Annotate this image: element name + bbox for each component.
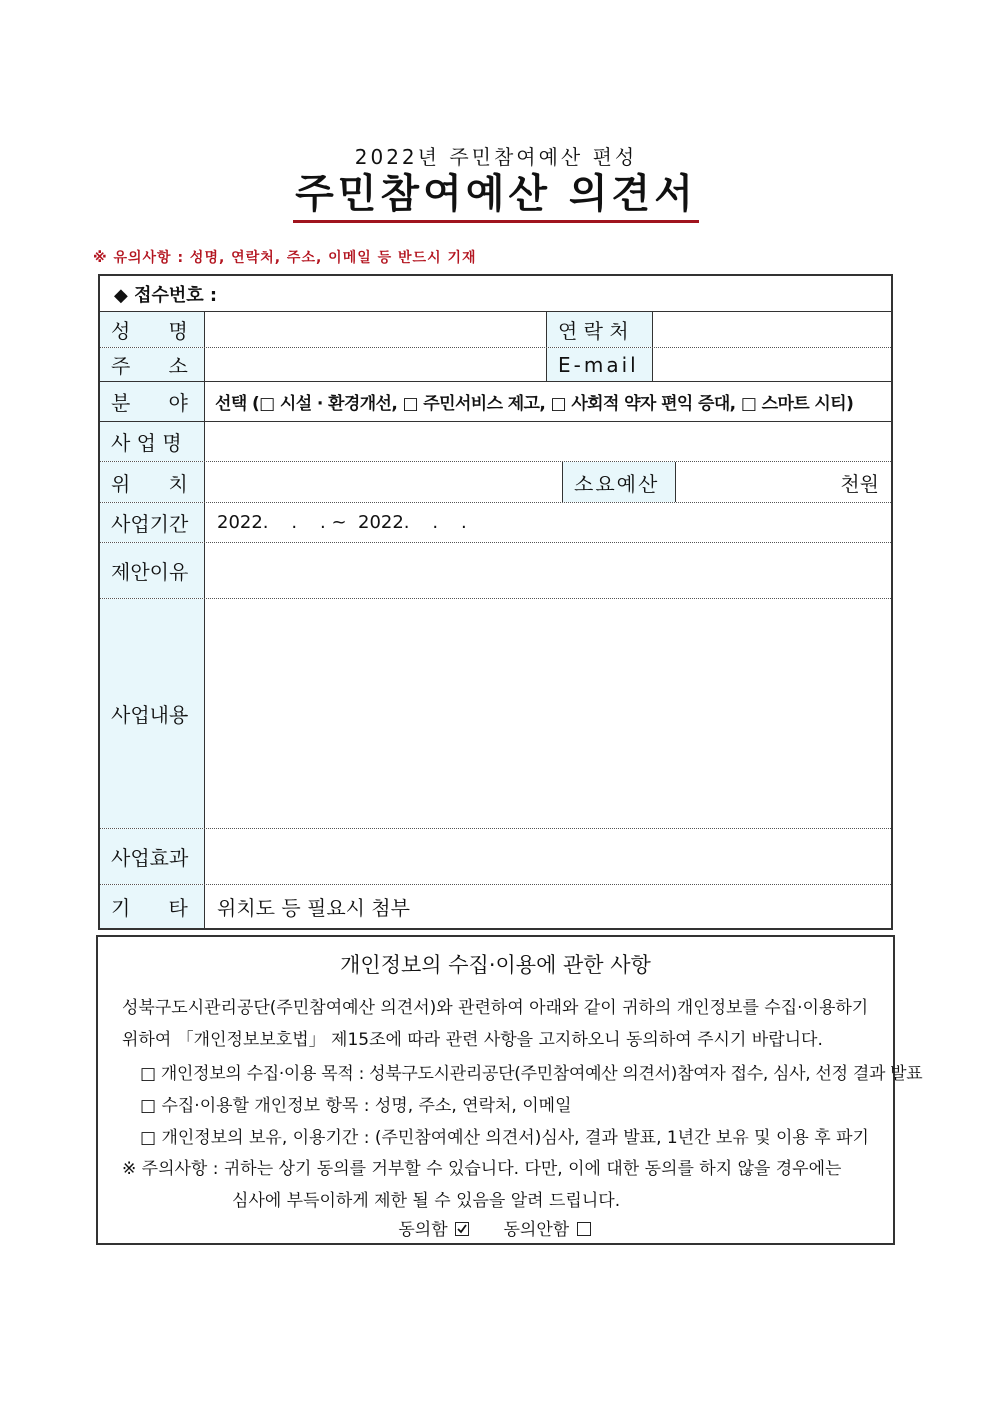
content-row bbox=[100, 599, 891, 829]
privacy-item-fields: □ 수집·이용할 개인정보 항목 : 성명, 주소, 연락처, 이메일 bbox=[140, 1096, 572, 1116]
budget-field[interactable] bbox=[676, 462, 891, 502]
receipt-row bbox=[100, 276, 891, 312]
reason-label: 제안이유 bbox=[100, 543, 205, 598]
contact-field[interactable] bbox=[653, 312, 891, 347]
field-label: 분 야 bbox=[100, 382, 205, 421]
name-row bbox=[100, 312, 891, 348]
project-name-label: 사 업 명 bbox=[100, 422, 205, 461]
contact-label: 연 락 처 bbox=[547, 312, 653, 347]
content-label: 사업내용 bbox=[100, 599, 205, 828]
location-field[interactable] bbox=[205, 462, 563, 502]
opinion-form bbox=[98, 274, 893, 930]
agree-checkbox[interactable] bbox=[455, 1222, 469, 1236]
disagree-checkbox[interactable] bbox=[577, 1222, 591, 1236]
email-field[interactable] bbox=[653, 348, 891, 381]
privacy-item-purpose: □ 개인정보의 수집·이용 목적 : 성북구도시관리공단(주민참여예산 의견서)참여자 접수, 심사, 선정 결과 발표 bbox=[140, 1064, 923, 1084]
budget-label: 소요예산 bbox=[563, 462, 676, 502]
field-row bbox=[100, 382, 891, 422]
reason-field[interactable] bbox=[205, 543, 891, 598]
project-name-field[interactable] bbox=[205, 422, 891, 461]
field-options[interactable]: 선택 (□ 시설 · 환경개선, □ 주민서비스 제고, □ 사회적 약자 편익 증대, □ 스마트 시티) bbox=[215, 394, 854, 414]
effect-field[interactable] bbox=[205, 829, 891, 884]
address-label: 주 소 bbox=[100, 348, 205, 381]
period-field[interactable]: 2022. . . ~ 2022. . . bbox=[217, 512, 467, 533]
page-title bbox=[0, 170, 992, 223]
receipt-label: ◆ 접수번호 : bbox=[114, 284, 218, 306]
privacy-section bbox=[96, 935, 923, 1245]
privacy-caution-line-1: ※ 주의사항 : 귀하는 상기 동의를 거부할 수 있습니다. 다만, 이에 대한 동의를 하지 않을 경우에는 bbox=[122, 1159, 842, 1179]
privacy-intro-line-1: 성북구도시관리공단(주민참여예산 의견서)와 관련하여 아래와 같이 귀하의 개인정보를 수집·이용하기 bbox=[122, 998, 869, 1018]
privacy-intro-line-2: 위하여 「개인정보보호법」 제15조에 따라 관련 사항을 고지하오니 동의하여 주시기 바랍니다. bbox=[122, 1030, 823, 1050]
agree-label: 동의함 bbox=[398, 1220, 448, 1240]
reason-row bbox=[100, 543, 891, 599]
period-row bbox=[100, 503, 891, 543]
form-subtitle: 2022년 주민참여예산 편성 bbox=[354, 145, 638, 169]
privacy-item-retention: □ 개인정보의 보유, 이용기간 : (주민참여예산 의견서)심사, 결과 발표, 1년간 보유 및 이용 후 파기 bbox=[140, 1128, 869, 1148]
location-row bbox=[100, 462, 891, 503]
content-field[interactable] bbox=[205, 599, 891, 828]
etc-label: 기 타 bbox=[100, 885, 205, 928]
check-icon bbox=[456, 1223, 468, 1235]
budget-unit: 천원 bbox=[840, 471, 879, 496]
project-name-row bbox=[100, 422, 891, 462]
name-field[interactable] bbox=[205, 312, 547, 347]
address-field[interactable] bbox=[205, 348, 547, 381]
disagree-label: 동의안함 bbox=[503, 1220, 570, 1240]
etc-field[interactable]: 위치도 등 필요시 첨부 bbox=[217, 896, 410, 920]
name-label: 성 명 bbox=[100, 312, 205, 347]
period-label: 사업기간 bbox=[100, 503, 205, 542]
location-label: 위 치 bbox=[100, 462, 205, 502]
effect-label: 사업효과 bbox=[100, 829, 205, 884]
page-title-text: 주민참여예산 의견서 bbox=[293, 170, 699, 223]
email-label: E-mail bbox=[547, 348, 653, 381]
address-row bbox=[100, 348, 891, 382]
privacy-caution-line-2: 심사에 부득이하게 제한 될 수 있음을 알려 드립니다. bbox=[232, 1191, 621, 1211]
effect-row bbox=[100, 829, 891, 885]
privacy-title: 개인정보의 수집·이용에 관한 사항 bbox=[340, 953, 651, 977]
notice-text: ※ 유의사항 : 성명, 연락처, 주소, 이메일 등 반드시 기재 bbox=[93, 250, 477, 266]
consent-row bbox=[98, 1215, 893, 1240]
etc-row bbox=[100, 885, 891, 928]
